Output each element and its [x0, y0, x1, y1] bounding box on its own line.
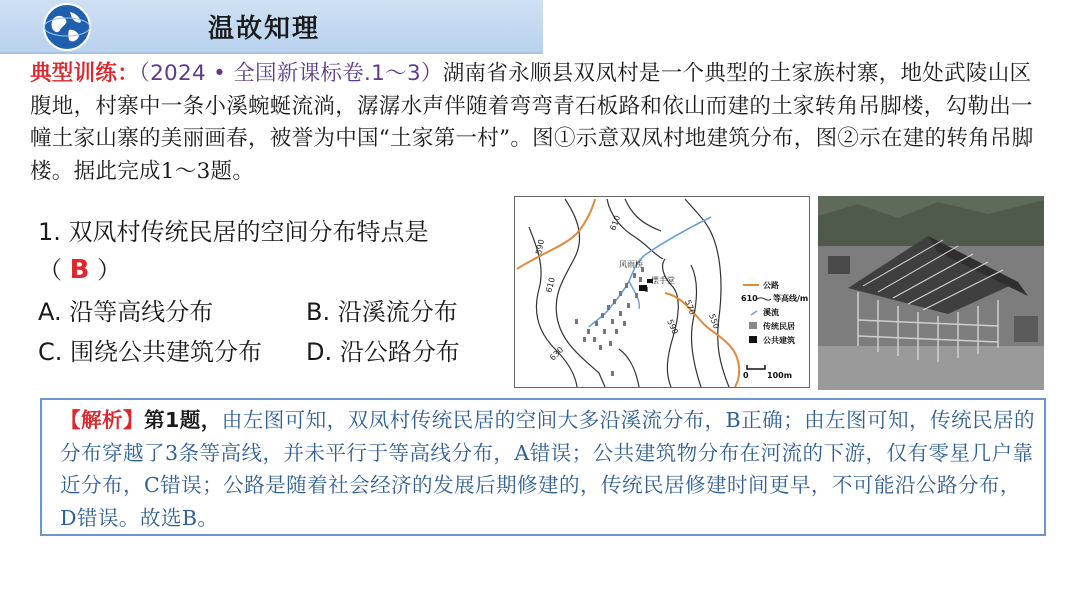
option-c[interactable]: C. 围绕公共建筑分布	[38, 338, 263, 366]
legend-contour-sample: 610	[741, 294, 758, 303]
question-stem: 1. 双凤村传统民居的空间分布特点是	[38, 218, 429, 246]
option-d[interactable]: D. 沿公路分布	[306, 338, 460, 366]
intro-label: 典型训练：	[30, 61, 140, 86]
scale-label: 100m	[767, 371, 793, 380]
stilt-house-illustration	[818, 196, 1044, 390]
globe-icon	[42, 2, 92, 52]
legend-houses: 传统民居	[763, 322, 795, 331]
options-row-2	[38, 332, 508, 372]
contour-lines	[529, 199, 729, 387]
legend-contour: 等高线/m	[773, 294, 809, 303]
answer-paren-close: ）	[89, 256, 122, 284]
answer-paren-open: （	[38, 256, 70, 284]
option-b[interactable]: B. 沿溪流分布	[306, 298, 458, 326]
map-legend	[741, 280, 808, 380]
answer-letter: B	[69, 255, 90, 285]
place-label-hall: 摆手堂	[651, 276, 675, 285]
section-title: 温故知理	[208, 14, 321, 44]
analysis-label: 【解析】	[60, 408, 144, 432]
analysis-question-number: 第1题，	[143, 408, 222, 432]
legend-stream: 溪流	[763, 308, 779, 317]
intro-text: 湖南省永顺县双凤村是一个典型的土家族村寨，地处武陵山区腹地，村寨中一条小溪蜿蜒流淌，潺潺水声伴随着弯弯青石板路和依山而建的土家转角吊脚楼，勾勒出一幢土家山寨的美丽画春，被誉为中国“土家第一村”。图①示意双凤村地建筑分布，图②示在建的转角吊脚楼。据此完成1～3题。	[30, 61, 1034, 184]
contour-label-5: 570	[683, 298, 697, 317]
contour-label-3: 610	[544, 276, 557, 294]
analysis-text: 由左图可知，双凤村传统民居的空间大多沿溪流分布，B正确；由左图可知，传统民居的分布穿越了3条等高线，并未平行于等高线分布，A错误；公共建筑物分布在河流的下游，仅有零星几户靠近分布，C错误；公路是随着社会经济的发展后期修建的，传统民居修建时间更早，不可能沿公路分布，D错误。故选B。	[60, 408, 1035, 530]
answer-line	[38, 250, 508, 292]
contour-label-2: 590	[534, 238, 547, 256]
contour-label-1: 610	[608, 214, 623, 232]
contour-label-4: 590	[665, 318, 680, 336]
village-map-figure	[514, 196, 810, 388]
stilt-house-photo	[818, 196, 1044, 390]
option-a[interactable]: A. 沿等高线分布	[38, 298, 214, 326]
contour-label-7: 630	[548, 345, 566, 363]
options-row-1	[38, 292, 508, 332]
intro-source: （2024 • 全国新课标卷.1～3）	[139, 61, 443, 86]
section-header	[0, 0, 543, 54]
question-block	[38, 212, 508, 372]
legend-road: 公路	[763, 281, 779, 290]
place-label-bridge: 风雨桥	[619, 260, 643, 269]
intro-paragraph	[30, 58, 1050, 188]
village-map	[515, 197, 809, 387]
contour-label-6: 550	[707, 312, 721, 331]
analysis-box	[40, 398, 1046, 536]
house-markers	[575, 267, 648, 376]
scale-zero: 0	[743, 371, 749, 380]
legend-public: 公共建筑	[763, 336, 795, 345]
